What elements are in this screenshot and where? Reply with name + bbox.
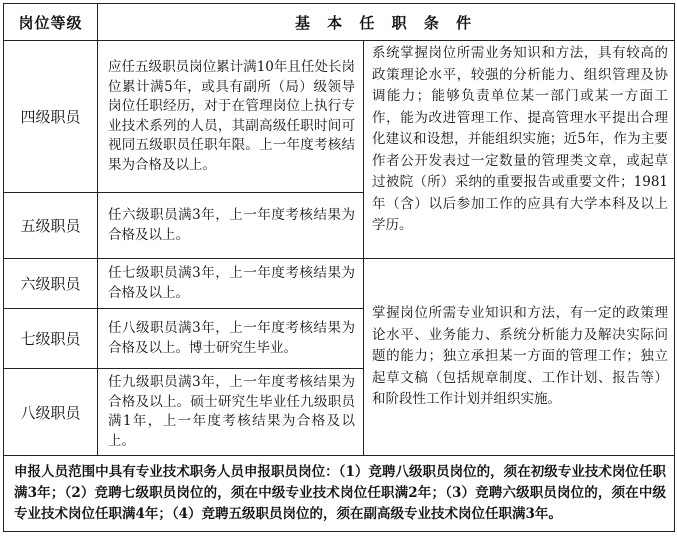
footer-row [4, 456, 675, 532]
header-conditions: 基 本 任 职 条 件 [98, 4, 675, 41]
footer-note: 申报人员范围中具有专业技术职务人员申报职员岗位：（1）竞聘八级职员岗位的，须在初级专业技术岗位任职满3年；（2）竞聘七级职员岗位的，须在中级专业技术岗位任职满2年；（3）竞聘六级职员岗位的，须在中级专业技术岗位任职满4年；（4）竞聘五级职员岗位的，须在副高级专业技术岗位任职满3年。 [4, 456, 675, 532]
level-name: 八级职员 [4, 369, 98, 456]
level-name: 六级职员 [4, 259, 98, 309]
level-condition: 应任五级职员岗位累计满10年且任处长岗位累计满5年，或具有副所（局）级领导岗位任职经历，对于在管理岗位上执行专业技术系列的人员，其副高级任职时间可视同五级职员任职年限。上一年度考核结果为合格及以上。 [98, 41, 364, 193]
general-requirement-upper: 系统掌握岗位所需业务知识和方法，具有较高的政策理论水平，较强的分析能力、组织管理及协调能力；能够负责单位某一部门或某一方面工作，能为改进管理工作、提高管理水平提出合理化建议和设想，并能组织实施；近5年，作为主要作者公开发表过一定数量的管理类文章，或起草过被院（所）采纳的重要报告或重要文件；1981 年（含）以后参加工作的应具有大学本科及以上学历。 [364, 41, 675, 259]
header-row [4, 4, 675, 41]
level-condition: 任八级职员满3年，上一年度考核结果为合格及以上。博士研究生毕业。 [98, 309, 364, 369]
level-name: 四级职员 [4, 41, 98, 193]
header-level: 岗位等级 [4, 4, 98, 41]
requirements-table [3, 3, 675, 532]
level-condition: 任七级职员满3年，上一年度考核结果为合格及以上。 [98, 259, 364, 309]
level-condition: 任六级职员满3年，上一年度考核结果为合格及以上。 [98, 193, 364, 259]
level-name: 五级职员 [4, 193, 98, 259]
row-level-4 [4, 41, 675, 193]
general-requirement-lower: 掌握岗位所需专业知识和方法，有一定的政策理论水平、业务能力、系统分析能力及解决实际问题的能力；独立承担某一方面的管理工作；独立起草文稿（包括规章制度、工作计划、报告等）和阶段性工作计划并组织实施。 [364, 259, 675, 456]
row-level-6 [4, 259, 675, 309]
level-condition: 任九级职员满3年，上一年度考核结果为合格及以上。硕士研究生毕业任九级职员满1年，上一年度考核结果为合格及以上。 [98, 369, 364, 456]
level-name: 七级职员 [4, 309, 98, 369]
